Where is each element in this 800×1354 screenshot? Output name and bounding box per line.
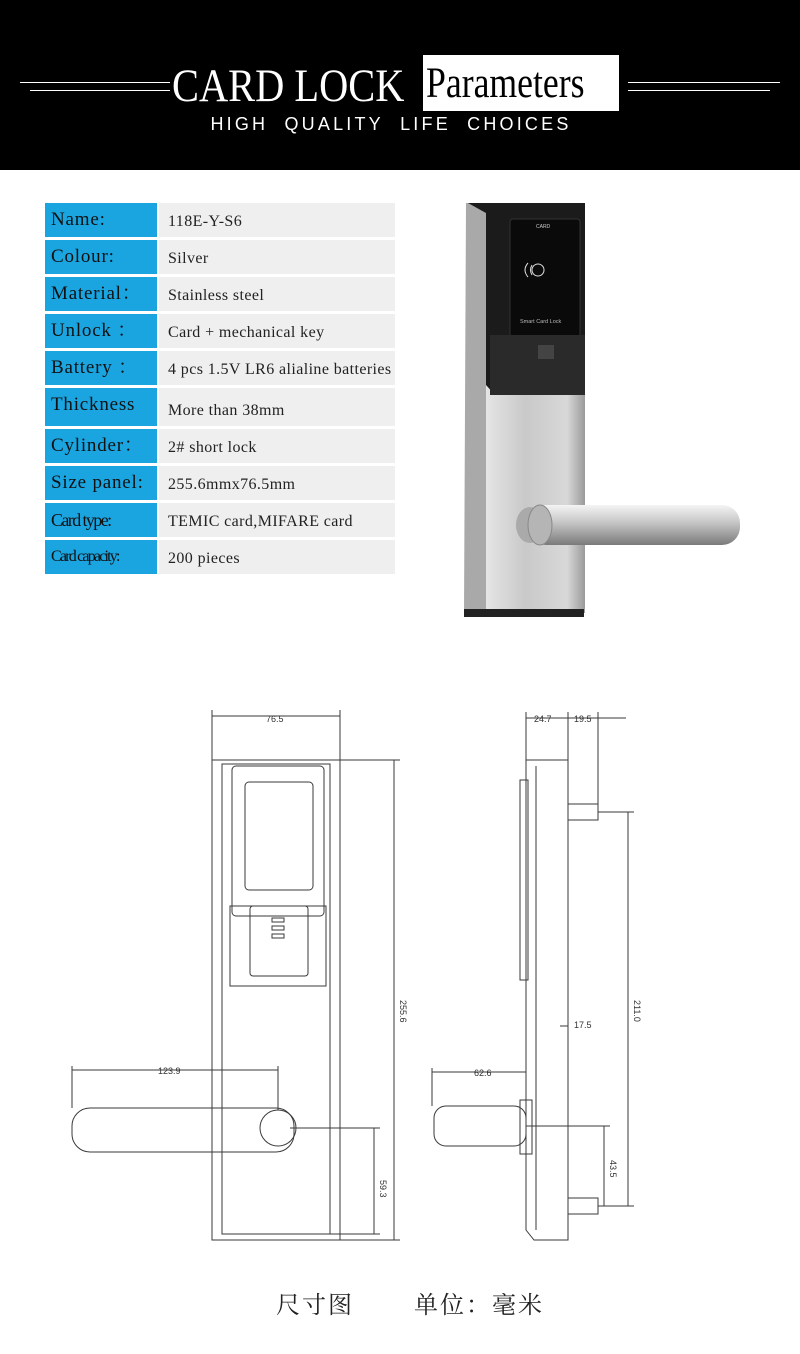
spec-row <box>45 466 395 500</box>
spec-value: 4 pcs 1.5V LR6 alialine batteries <box>159 351 395 385</box>
spec-row <box>45 351 395 385</box>
spec-label: Unlock ： <box>45 314 157 348</box>
spec-row <box>45 503 395 537</box>
spec-label: Name: <box>45 203 157 237</box>
lever-handle <box>516 505 740 545</box>
dim-height: 255.6 <box>398 1000 408 1023</box>
reader-label: CARD <box>536 224 551 230</box>
header-rule-left <box>20 82 170 83</box>
spec-row <box>45 240 395 274</box>
footer-caption <box>0 1285 800 1325</box>
dim-side-c: 211.0 <box>632 1000 642 1022</box>
dim-side-b: 19.5 <box>574 714 592 724</box>
subtitle-word: HIGH <box>210 114 269 134</box>
header-rule-left-low <box>30 90 170 91</box>
subtitle-word: LIFE <box>400 114 451 134</box>
subtitle-word: CHOICES <box>467 114 572 134</box>
spec-row <box>45 277 395 311</box>
spec-row <box>45 388 395 426</box>
dim-handle-height: 59.3 <box>378 1180 388 1198</box>
dim-side-a: 24.7 <box>534 714 552 724</box>
brand-text: Smart Card Lock <box>520 319 562 325</box>
spec-row <box>45 314 395 348</box>
spec-row <box>45 429 395 463</box>
spec-label: Card type: <box>45 503 157 537</box>
title-parameters: Parameters <box>426 60 585 107</box>
dim-side-f: 43.5 <box>608 1160 618 1178</box>
spec-value: 200 pieces <box>159 540 395 574</box>
spec-label: Card capacity: <box>45 540 157 574</box>
spec-value: Silver <box>159 240 395 274</box>
dimension-drawings <box>40 700 760 1260</box>
spec-label: Size panel: <box>45 466 157 500</box>
spec-label: Material： <box>45 277 157 311</box>
front-view <box>72 710 400 1240</box>
spec-value: 2# short lock <box>159 429 395 463</box>
spec-value: Stainless steel <box>159 277 395 311</box>
dim-side-e: 62.6 <box>474 1068 492 1078</box>
side-view <box>432 712 634 1240</box>
footer-unit-label: 单位：毫米 <box>414 1291 544 1319</box>
footer-dimension-label: 尺寸图 <box>276 1291 354 1319</box>
spec-label: Colour: <box>45 240 157 274</box>
subtitle <box>0 114 782 135</box>
subtitle-word: QUALITY <box>284 114 384 134</box>
lock-photo <box>450 195 760 635</box>
dim-handle-length: 123.9 <box>158 1066 181 1076</box>
spec-label: Cylinder： <box>45 429 157 463</box>
spec-value: More than 38mm <box>159 388 395 426</box>
header-rule-right <box>628 82 780 83</box>
dim-side-d: 17.5 <box>574 1020 592 1030</box>
spec-value: TEMIC card,MIFARE card <box>159 503 395 537</box>
spec-value: 118E-Y-S6 <box>159 203 395 237</box>
spec-label: Battery ： <box>45 351 157 385</box>
header-rule-right-low <box>628 90 770 91</box>
title-card-lock: CARD LOCK <box>172 60 405 112</box>
spec-row <box>45 203 395 237</box>
spec-label: Thickness <box>45 388 157 426</box>
header-banner <box>0 0 800 170</box>
spec-value: 255.6mmx76.5mm <box>159 466 395 500</box>
spec-value: Card + mechanical key <box>159 314 395 348</box>
spec-row <box>45 540 395 574</box>
dim-width: 76.5 <box>266 714 284 724</box>
